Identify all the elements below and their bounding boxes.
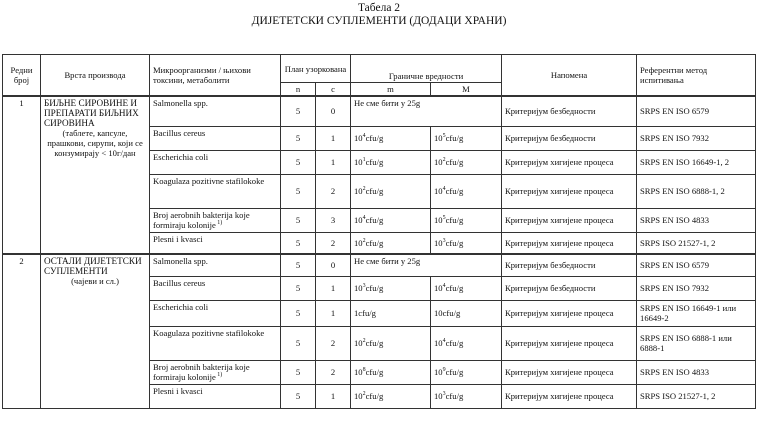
microorganism: Salmonella spp. <box>150 96 281 126</box>
plan-c: 1 <box>316 384 351 408</box>
limit-m: $10^4cfu/g$ <box>351 126 431 150</box>
header-reference: Референтни метод испитивања <box>637 55 756 97</box>
limit-m-exponent: 2 <box>362 338 366 345</box>
limit-m: $10^8cfu/g$ <box>351 360 431 384</box>
limit-m: Не сме бити у 25g <box>351 254 502 276</box>
table-title: ДИЈЕТЕТСКИ СУПЛЕМЕНТИ (ДОДАЦИ ХРАНИ) <box>251 15 507 27</box>
limit-M-exponent: 4 <box>442 283 446 290</box>
limit-M: $10^4cfu/g$ <box>431 174 502 208</box>
plan-c: 3 <box>316 208 351 232</box>
supplements-table <box>2 54 756 409</box>
microorganism: Broj aerobnih bakterija koje formiraju kolonije $^{1)}$ <box>150 208 281 232</box>
plan-c: 1 <box>316 276 351 300</box>
note: Критеријум хигијене процеса <box>502 232 637 254</box>
note: Критеријум хигијене процеса <box>502 174 637 208</box>
limit-m-exponent: 2 <box>362 391 366 398</box>
limit-m: $10^2cfu/g$ <box>351 232 431 254</box>
limit-M-exponent: 3 <box>442 391 446 398</box>
note: Критеријум хигијене процеса <box>502 384 637 408</box>
plan-n: 5 <box>281 384 316 408</box>
limit-m: $10^2cfu/g$ <box>351 384 431 408</box>
note: Критеријум хигијене процеса <box>502 300 637 326</box>
reference-method: SRPS ISO 21527-1, 2 <box>637 232 756 254</box>
plan-c: 0 <box>316 96 351 126</box>
limit-M: $10^3cfu/g$ <box>431 232 502 254</box>
limit-M: 10cfu/g <box>431 300 502 326</box>
limit-M: $10^5cfu/g$ <box>431 126 502 150</box>
row-number: 2 <box>3 254 41 408</box>
product-name: БИЉНЕ СИРОВИНЕ И ПРЕПАРАТИ БИЉНИХ СИРОВИНА <box>44 98 139 128</box>
limit-m-exponent: 1 <box>362 157 366 164</box>
note: Критеријум хигијене процеса <box>502 326 637 360</box>
product-type <box>41 96 150 254</box>
limit-M-exponent: 3 <box>442 237 446 244</box>
microorganism: Broj aerobnih bakterija koje formiraju kolonije $^{1)}$ <box>150 360 281 384</box>
plan-n: 5 <box>281 96 316 126</box>
plan-c: 1 <box>316 150 351 174</box>
microorganism: Koagulaza pozitivne stafilokoke <box>150 326 281 360</box>
reference-method: SRPS EN ISO 6579 <box>637 254 756 276</box>
table-row <box>3 96 756 126</box>
footnote-mark: 1) <box>215 371 223 378</box>
limit-M: $10^9cfu/g$ <box>431 360 502 384</box>
limit-m: $10^2cfu/g$ <box>351 326 431 360</box>
limit-m-exponent: 4 <box>362 133 366 140</box>
reference-method: SRPS EN ISO 6888-1 или 6888-1 <box>637 326 756 360</box>
plan-n: 5 <box>281 254 316 276</box>
plan-c: 2 <box>316 232 351 254</box>
plan-n: 5 <box>281 360 316 384</box>
plan-c: 2 <box>316 360 351 384</box>
limit-m: Не сме бити у 25g <box>351 96 502 126</box>
limit-M: $10^2cfu/g$ <box>431 150 502 174</box>
reference-method: SRPS EN ISO 16649-1, 2 <box>637 150 756 174</box>
limit-M: $10^5cfu/g$ <box>431 208 502 232</box>
product-type <box>41 254 150 408</box>
microorganism: Koagulaza pozitivne stafilokoke <box>150 174 281 208</box>
plan-n: 5 <box>281 126 316 150</box>
plan-c: 1 <box>316 300 351 326</box>
plan-c: 2 <box>316 174 351 208</box>
table-row <box>3 254 756 276</box>
header-product: Врста производа <box>41 55 150 97</box>
note: Критеријум безбедности <box>502 126 637 150</box>
footnote-mark: 1) <box>215 219 223 226</box>
limit-m: $10^2cfu/g$ <box>351 174 431 208</box>
microorganism: Bacillus cereus <box>150 126 281 150</box>
limit-m: $10^4cfu/g$ <box>351 208 431 232</box>
plan-c: 2 <box>316 326 351 360</box>
limit-m-exponent: 8 <box>362 367 366 374</box>
limit-m-exponent: 2 <box>362 186 366 193</box>
limit-M-exponent: 4 <box>442 186 446 193</box>
reference-method: SRPS EN ISO 6888-1, 2 <box>637 174 756 208</box>
header-note: Напомена <box>502 55 637 97</box>
limit-m: $10^1cfu/g$ <box>351 150 431 174</box>
microorganism: Salmonella spp. <box>150 254 281 276</box>
limit-M-exponent: 4 <box>442 338 446 345</box>
microorganism: Plesni i kvasci <box>150 384 281 408</box>
microorganism: Escherichia coli <box>150 300 281 326</box>
table-number: Табела 2 <box>357 2 401 14</box>
note: Критеријум безбедности <box>502 276 637 300</box>
header-m: m <box>351 83 431 97</box>
reference-method: SRPS EN ISO 4833 <box>637 360 756 384</box>
note: Критеријум безбедности <box>502 254 637 276</box>
microorganism: Escherichia coli <box>150 150 281 174</box>
plan-n: 5 <box>281 276 316 300</box>
header-n: n <box>281 83 316 97</box>
limit-m: 1cfu/g <box>351 300 431 326</box>
note: Критеријум безбедности <box>502 96 637 126</box>
microorganism: Plesni i kvasci <box>150 232 281 254</box>
header-microorganisms: Микроорганизми / њихови токсини, метаболити <box>150 55 281 97</box>
product-description: (таблете, капсуле, прашкови, сирупи, који се конзумирају < 10г/дан <box>47 128 143 158</box>
reference-method: SRPS EN ISO 7932 <box>637 276 756 300</box>
product-name: ОСТАЛИ ДИЈЕТЕТСКИ СУПЛЕМЕНТИ <box>44 256 142 276</box>
plan-n: 5 <box>281 232 316 254</box>
plan-c: 1 <box>316 126 351 150</box>
header-plan: План узоркована <box>281 55 351 83</box>
plan-n: 5 <box>281 300 316 326</box>
reference-method: SRPS EN ISO 16649-1 или 16649-2 <box>637 300 756 326</box>
row-number: 1 <box>3 96 41 254</box>
note: Критеријум хигијене процеса <box>502 360 637 384</box>
plan-n: 5 <box>281 150 316 174</box>
microorganism: Bacillus cereus <box>150 276 281 300</box>
reference-method: SRPS EN ISO 6579 <box>637 96 756 126</box>
plan-n: 5 <box>281 174 316 208</box>
plan-c: 0 <box>316 254 351 276</box>
header-M: M <box>431 83 502 97</box>
limit-m-exponent: 2 <box>362 237 366 244</box>
limit-M-exponent: 5 <box>442 133 446 140</box>
plan-n: 5 <box>281 208 316 232</box>
limit-M-exponent: 5 <box>442 215 446 222</box>
limit-M: $10^4cfu/g$ <box>431 326 502 360</box>
note: Критеријум хигијене процеса <box>502 208 637 232</box>
limit-M: $10^4cfu/g$ <box>431 276 502 300</box>
limit-M-exponent: 2 <box>442 157 446 164</box>
header-c: c <box>316 83 351 97</box>
reference-method: SRPS ISO 21527-1, 2 <box>637 384 756 408</box>
limit-m-exponent: 3 <box>362 283 366 290</box>
plan-n: 5 <box>281 326 316 360</box>
reference-method: SRPS EN ISO 4833 <box>637 208 756 232</box>
limit-m-exponent: 4 <box>362 215 366 222</box>
header-no: Редни број <box>3 55 41 97</box>
limit-M-exponent: 9 <box>442 367 446 374</box>
limit-m: $10^3cfu/g$ <box>351 276 431 300</box>
header-limits: Граничне вредности <box>351 55 502 83</box>
reference-method: SRPS EN ISO 7932 <box>637 126 756 150</box>
limit-M: $10^3cfu/g$ <box>431 384 502 408</box>
note: Критеријум хигијене процеса <box>502 150 637 174</box>
product-description: (чајеви и сл.) <box>71 276 119 286</box>
